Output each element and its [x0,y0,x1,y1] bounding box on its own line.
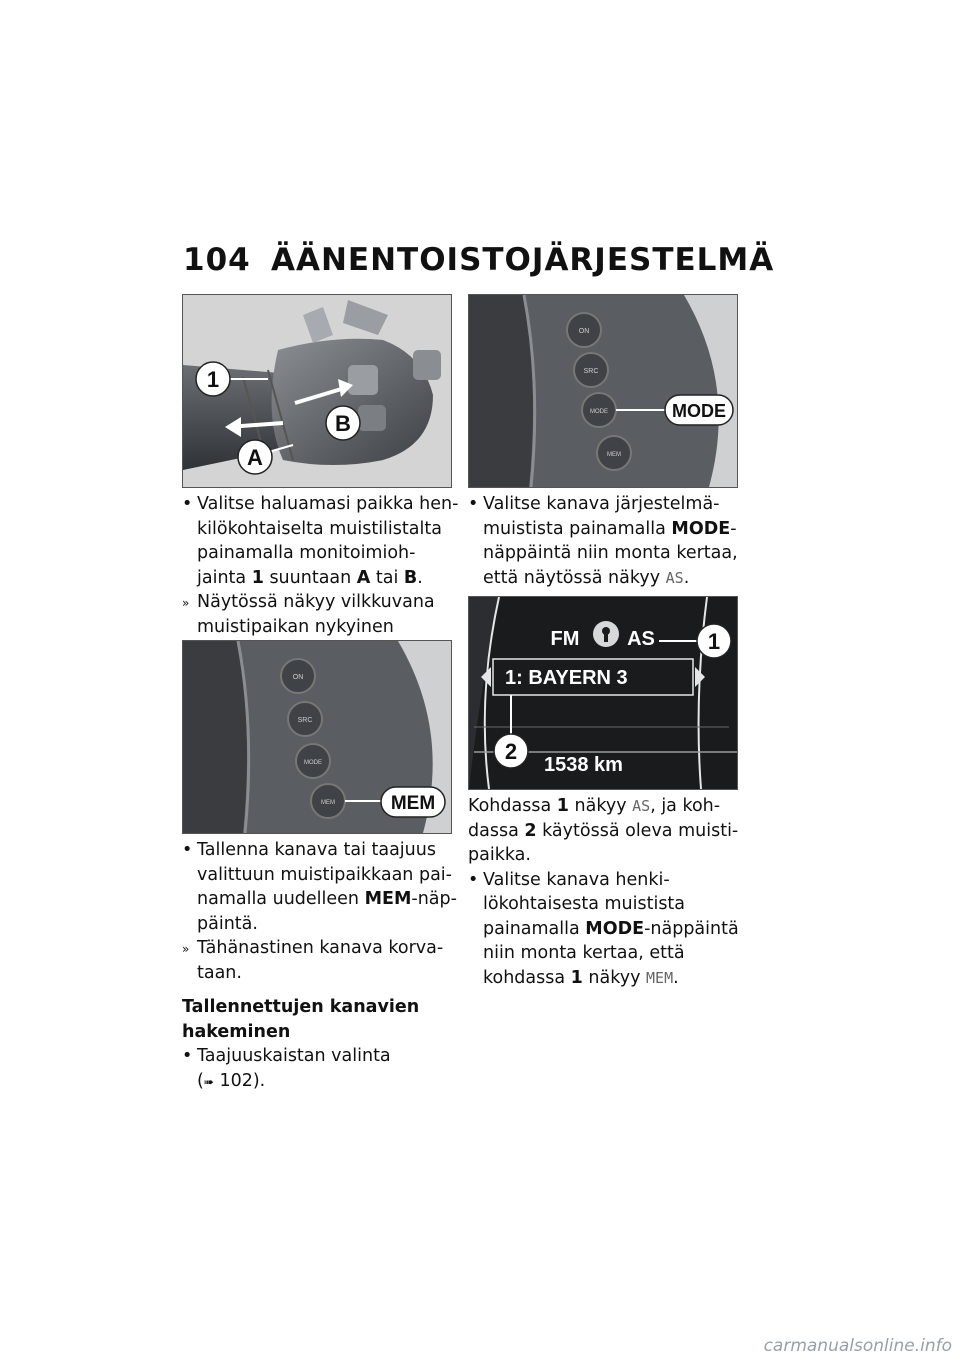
display-band: FM [550,628,580,650]
result-marker: » [182,942,190,956]
button-mode-label: MODE [590,409,608,415]
instruction-store-channel: • Tallenna kanava tai taajuus valittuun muistipaikkaan pai- namalla uudelleen MEM-näp- päintä. [182,840,457,934]
page-title: ÄÄNENTOISTOJÄRJESTELMÄ [271,242,775,278]
buttons-mode-figure [468,294,738,488]
bullet-marker: • [182,840,193,860]
page-number: 104 [183,242,251,278]
mode-callout-label: MODE [672,401,726,421]
button-on-label: ON [292,674,304,681]
left-text-block-1 [182,492,460,664]
instruction-system-memory: • Valitse kanava järjestelmä- muistista painamalla MODE- näppäintä niin monta kertaa, että näytössä näkyy AS. [468,494,738,588]
buttons-mem-figure [182,640,452,834]
watermark: carmanualsonline.info [763,1336,952,1356]
bullet-marker: • [182,1046,193,1066]
callout-a-label: A [247,445,263,470]
mem-callout-label: MEM [390,793,436,814]
page-reference-arrow-icon: ➠ [203,1074,214,1089]
display-explanation: Kohdassa 1 näkyy AS, ja koh- dassa 2 käytössä oleva muisti- paikka. [468,796,739,865]
instruction-band-select: • Taajuuskaistan valinta (➠ 102). [182,1046,391,1091]
bullet-marker: • [468,494,479,514]
left-text-block-2 [182,838,460,1094]
handlebar-figure [182,294,452,488]
page-reference-link[interactable]: 102). [213,1070,266,1091]
callout-b-label: B [335,411,351,436]
radio-display-figure [468,596,738,790]
display-mode: AS [627,628,655,650]
bullet-marker: • [182,494,193,514]
button-src-label: SRC [297,717,313,724]
result-marker: » [182,596,190,610]
bullet-marker: • [468,869,479,890]
page-header [183,242,774,278]
display-callout-2: 2 [504,739,518,764]
button-src-label: SRC [583,368,599,375]
callout-1-label: 1 [206,367,220,392]
result-channel-replaced: » Tähänastinen kanava korva- taan. [182,938,444,983]
display-distance: 1538 km [544,754,623,776]
display-station: 1: BAYERN 3 [505,667,628,689]
right-text-block-2 [468,794,746,990]
button-on-label: ON [578,328,590,335]
instruction-personal-memory: • Valitse kanava henki- lökohtaisesta muistista painamalla MODE-näppäintä niin monta kertaa, että kohdassa 1 näkyy MEM. [468,869,739,988]
button-mem-label: MEM [321,800,335,806]
result-flashing-content: » Näytössä näkyy vilkkuvana muistipaikan nykyinen [182,592,435,637]
section-heading: Tallennettujen kanavien hakeminen [182,997,420,1042]
display-callout-1: 1 [707,629,721,654]
right-text-block-1 [468,492,746,590]
button-mem-label: MEM [607,452,621,458]
button-mode-label: MODE [304,760,322,766]
instruction-select-memory: • Valitse haluamasi paikka hen- kilökohtaiselta muistilistalta painamalla monitoimioh- jainta 1 suuntaan A tai B. [182,494,459,588]
